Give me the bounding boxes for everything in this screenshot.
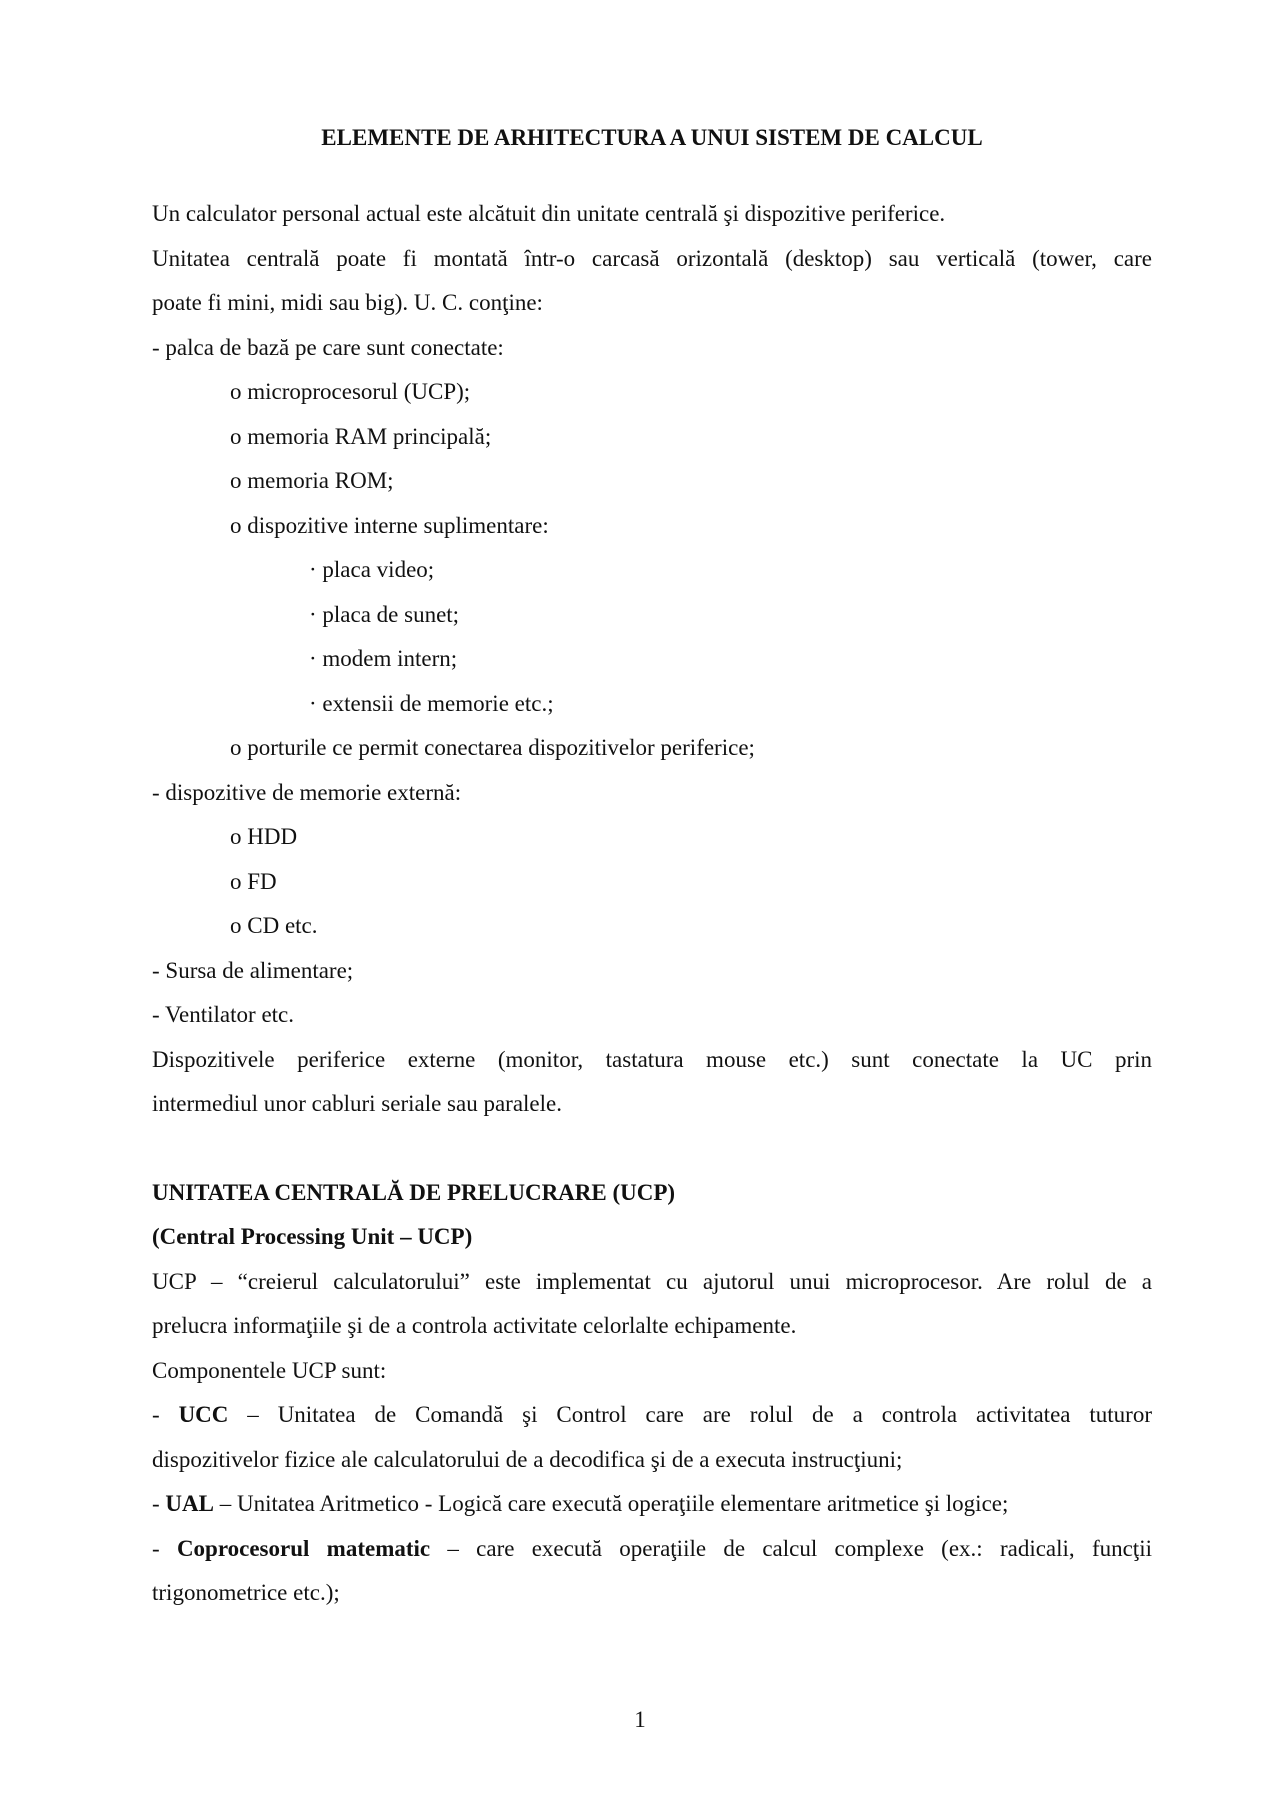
ucp-desc-a: UCP – “creierul calculatorului” este implementat cu ajutorul unui microprocesor. Are rolul de a [152, 1268, 1152, 1294]
sub-item-ports: o porturile ce permit conectarea dispozitivelor periferice; [230, 735, 755, 760]
ucc-prefix: - [152, 1402, 179, 1427]
sub-sub-item-memory-ext: · extensii de memorie etc.; [309, 690, 554, 716]
sub-sub-item-sound: · placa de sunet; [309, 601, 460, 627]
coprocessor-text-a: – care execută operaţiile de calcul complexe (ex.: radicali, funcţii [430, 1535, 1152, 1561]
ual-line [152, 1482, 1152, 1527]
ucp-desc-b: prelucra informaţiile şi de a controla activitate celorlalte echipamente. [152, 1313, 797, 1338]
ual-text: – Unitatea Aritmetico - Logică care execută operaţiile elementare aritmetice şi logice; [213, 1491, 1009, 1516]
document-title: ELEMENTE DE ARHITECTURA A UNUI SISTEM DE CALCUL [321, 125, 983, 150]
sub-item-cpu: o microprocesorul (UCP); [230, 379, 471, 404]
page-number: 1 [634, 1707, 646, 1732]
peripherals-line-b: intermediul unor cabluri seriale sau paralele. [152, 1091, 562, 1116]
sub-sub-item-video: · placa video; [309, 557, 435, 582]
coprocessor-prefix: - [152, 1535, 177, 1561]
sub-sub-item-modem: · modem intern; [309, 646, 458, 671]
sub-item-internal-devices: o dispozitive interne suplimentare: [230, 512, 549, 538]
coprocessor-term: Coprocesorul matematic [176, 1535, 431, 1561]
intro-line-1: Un calculator personal actual este alcătuit din unitate centrală şi dispozitive periferice. [152, 201, 946, 226]
ucc-line-b: dispozitivelor fizice ale calculatorului de a decodifica şi de a executa instrucţiuni; [152, 1446, 903, 1472]
ucp-subheading: (Central Processing Unit – UCP) [152, 1224, 473, 1249]
ucp-components-intro: Componentele UCP sunt: [152, 1357, 387, 1383]
page-content [152, 118, 1152, 1616]
intro-line-2a: Unitatea centrală poate fi montată într-o carcasă orizontală (desktop) sau verticală (tower, care [152, 245, 1152, 271]
ucc-line-a [152, 1393, 1152, 1438]
section-gap [152, 1127, 1152, 1171]
intro-line-2b: poate fi mini, midi sau big). U. C. conţine: [152, 290, 543, 315]
ual-prefix: - [152, 1491, 166, 1516]
external-memory-item: - dispozitive de memorie externă: [152, 779, 462, 805]
memory-item-fd: o FD [230, 868, 277, 894]
coprocessor-line-b: trigonometrice etc.); [152, 1580, 340, 1605]
memory-item-cd: o CD etc. [230, 913, 318, 938]
peripherals-line-a: Dispozitivele periferice externe (monitor, tastatura mouse etc.) sunt conectate la UC prin [152, 1046, 1152, 1072]
ucc-text-a: – Unitatea de Comandă şi Control care are rolul de a controla activitatea tuturor [228, 1402, 1152, 1427]
sub-item-ram: o memoria RAM principală; [230, 423, 492, 449]
memory-item-hdd: o HDD [230, 824, 298, 849]
ucp-heading: UNITATEA CENTRALĂ DE PRELUCRARE (UCP) [152, 1179, 676, 1205]
motherboard-item: - palca de bază pe care sunt conectate: [152, 334, 504, 360]
fan-item: - Ventilator etc. [152, 1002, 294, 1027]
sub-item-rom: o memoria ROM; [230, 468, 394, 493]
coprocessor-line-a [152, 1527, 1152, 1572]
power-supply-item: - Sursa de alimentare; [152, 957, 354, 983]
ucc-term: UCC [178, 1402, 229, 1427]
ual-term: UAL [165, 1491, 214, 1516]
